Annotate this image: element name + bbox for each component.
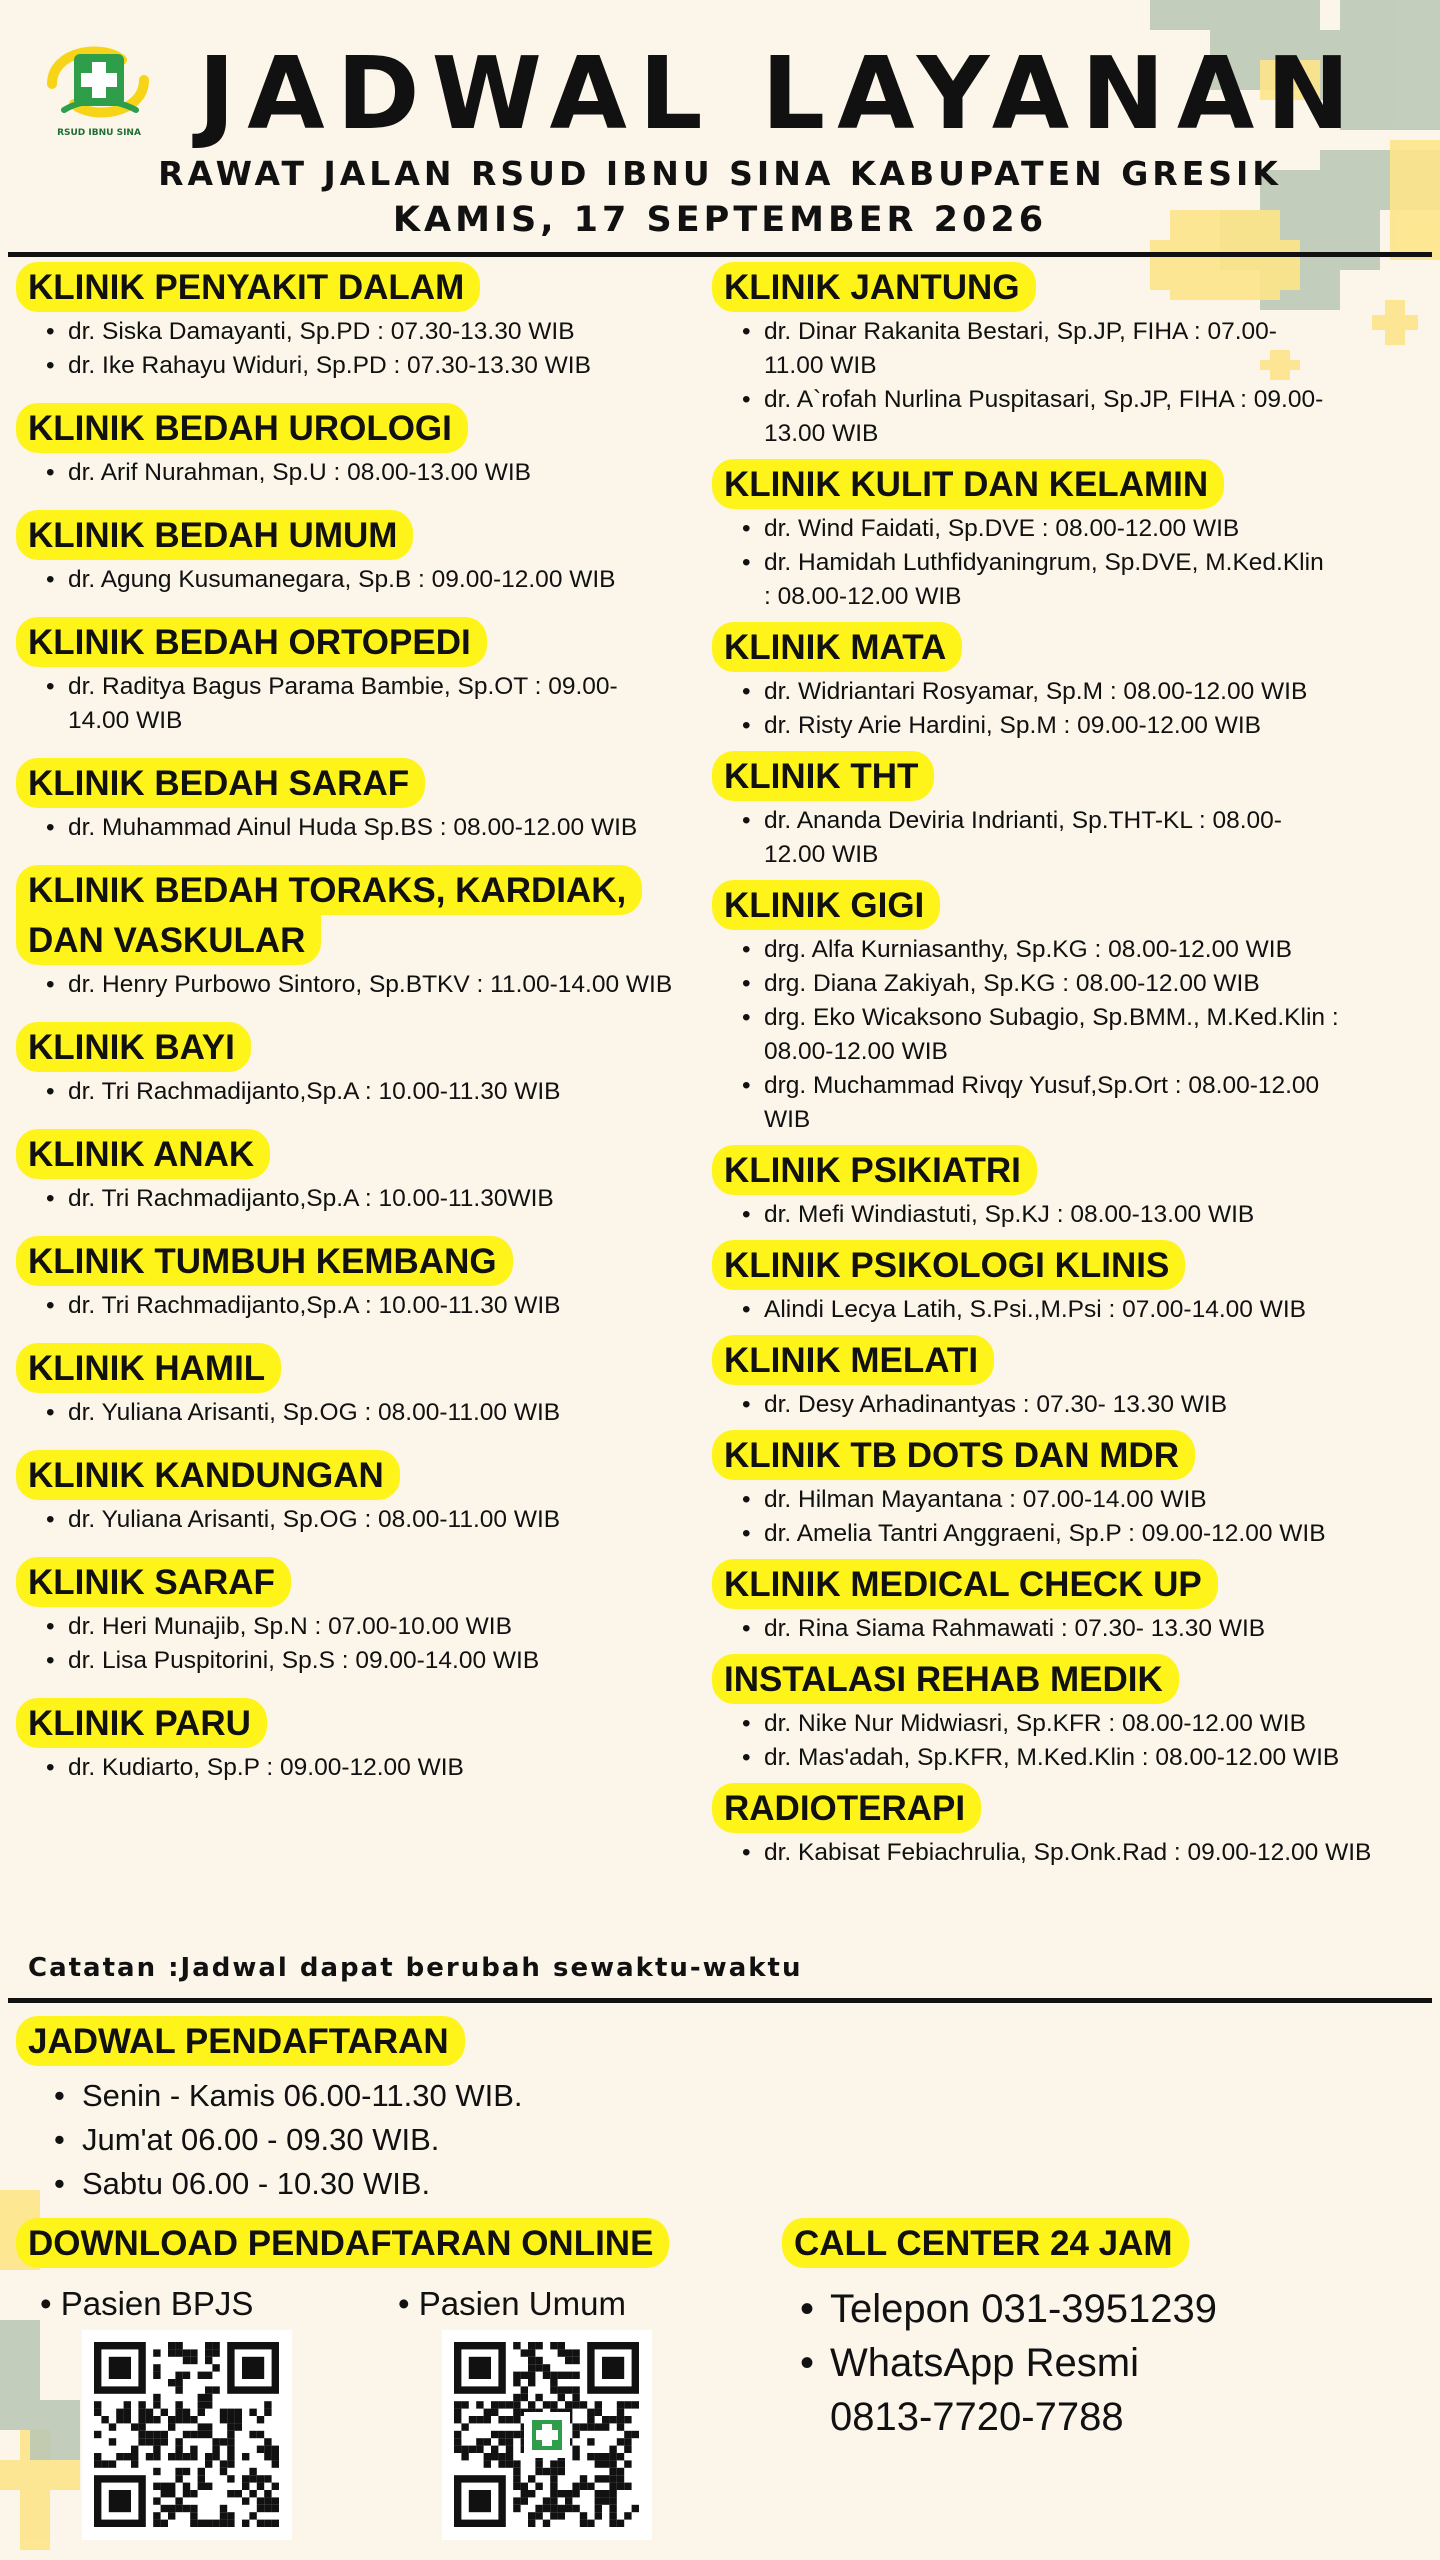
clinic-paru (16, 1698, 716, 1785)
doctor-list (712, 1293, 1440, 1327)
doctor-item: • dr. Kudiarto, Sp.P : 09.00-12.00 WIB (68, 1751, 716, 1785)
clinic-heading-line2: DAN VASKULAR (16, 915, 321, 965)
doctor-list (16, 1182, 716, 1216)
clinic-heading: KLINIK KULIT DAN KELAMIN (712, 459, 1224, 509)
page-subtitle: RAWAT JALAN RSUD IBNU SINA KABUPATEN GRESIK (158, 154, 1282, 193)
doctor-list (16, 563, 716, 597)
registration-item: • Jum'at 06.00 - 09.30 WIB. (82, 2118, 816, 2162)
call-center-list (782, 2282, 1217, 2444)
doctor-list (712, 804, 1324, 872)
doctor-item: • dr. Dinar Rakanita Bestari, Sp.JP, FIHA : 07.00-11.00 WIB (764, 315, 1324, 383)
doctor-list (16, 456, 716, 490)
clinic-heading: KLINIK KANDUNGAN (16, 1450, 400, 1500)
phone-number[interactable]: • Telepon 031-3951239 (830, 2282, 1217, 2336)
clinic-heading: INSTALASI REHAB MEDIK (712, 1654, 1179, 1704)
clinic-heading: KLINIK BAYI (16, 1022, 251, 1072)
registration-item: • Sabtu 06.00 - 10.30 WIB. (82, 2162, 816, 2206)
logo-text: RSUD IBNU SINA (57, 128, 141, 138)
doctor-item: • dr. Ananda Deviria Indrianti, Sp.THT-KL : 08.00-12.00 WIB (764, 804, 1324, 872)
doctor-list (712, 512, 1324, 614)
header-divider (8, 252, 1432, 257)
clinic-penyakit-dalam (16, 262, 716, 383)
registration-heading: JADWAL PENDAFTARAN (16, 2016, 465, 2066)
doctor-list (16, 1503, 716, 1537)
whatsapp-label (830, 2336, 1217, 2444)
doctor-list (712, 1707, 1440, 1775)
doctor-item: • dr. Ike Rahayu Widuri, Sp.PD : 07.30-13.30 WIB (68, 349, 716, 383)
clinic-hamil (16, 1343, 716, 1430)
doctor-list (16, 968, 716, 1002)
doctor-list (16, 1075, 716, 1109)
registration-list (16, 2074, 816, 2206)
clinic-heading: KLINIK HAMIL (16, 1343, 281, 1393)
doctor-list (712, 1612, 1440, 1646)
clinic-heading: KLINIK JANTUNG (712, 262, 1036, 312)
clinic-bayi (16, 1022, 716, 1109)
qr-code-icon (82, 2330, 292, 2540)
doctor-item: • dr. Nike Nur Midwiasri, Sp.KFR : 08.00-12.00 WIB (764, 1707, 1440, 1741)
clinic-heading: KLINIK THT (712, 751, 934, 801)
clinic-saraf (16, 1557, 716, 1678)
doctor-list (16, 1610, 716, 1678)
doctor-item: • dr. Arif Nurahman, Sp.U : 08.00-13.00 WIB (68, 456, 716, 490)
footer-divider (8, 1998, 1432, 2003)
clinic-tb-dots-mdr (712, 1430, 1440, 1551)
doctor-item: • dr. Siska Damayanti, Sp.PD : 07.30-13.30 WIB (68, 315, 716, 349)
clinic-heading: KLINIK TB DOTS DAN MDR (712, 1430, 1195, 1480)
clinic-gigi (712, 880, 1440, 1137)
instalasi-rehab-medik (712, 1654, 1440, 1775)
whatsapp-label-text: WhatsApp Resmi (830, 2341, 1139, 2385)
clinic-melati (712, 1335, 1440, 1422)
doctor-item: • dr. Yuliana Arisanti, Sp.OG : 08.00-11.00 WIB (68, 1503, 716, 1537)
clinic-heading: KLINIK MELATI (712, 1335, 994, 1385)
doctor-item: • dr. Agung Kusumanegara, Sp.B : 09.00-12.00 WIB (68, 563, 716, 597)
doctor-list (16, 315, 716, 383)
doctor-item: • dr. Hilman Mayantana : 07.00-14.00 WIB (764, 1483, 1440, 1517)
clinic-psikiatri (712, 1145, 1440, 1232)
clinic-bedah-ortopedi (16, 617, 716, 738)
clinic-mata (712, 622, 1440, 743)
registration-item: • Senin - Kamis 06.00-11.30 WIB. (82, 2074, 816, 2118)
doctor-list (712, 933, 1364, 1137)
clinic-heading: KLINIK MEDICAL CHECK UP (712, 1559, 1218, 1609)
clinic-tht (712, 751, 1440, 872)
clinic-bedah-saraf (16, 758, 716, 845)
doctor-item: • drg. Eko Wicaksono Subagio, Sp.BMM., M.Ked.Klin : 08.00-12.00 WIB (764, 1001, 1364, 1069)
schedule-date: KAMIS, 17 SEPTEMBER 2026 (392, 200, 1048, 240)
doctor-item: • dr. Amelia Tantri Anggraeni, Sp.P : 09.00-12.00 WIB (764, 1517, 1440, 1551)
doctor-item: • dr. A`rofah Nurlina Puspitasari, Sp.JP, FIHA : 09.00-13.00 WIB (764, 383, 1324, 451)
doctor-item: • dr. Widriantari Rosyamar, Sp.M : 08.00-12.00 WIB (764, 675, 1440, 709)
clinic-bedah-toraks (16, 865, 716, 1002)
doctor-list (712, 1483, 1440, 1551)
doctor-item: • dr. Tri Rachmadijanto,Sp.A : 10.00-11.30WIB (68, 1182, 716, 1216)
clinic-heading: KLINIK BEDAH ORTOPEDI (16, 617, 487, 667)
clinic-anak (16, 1129, 716, 1216)
download-heading: DOWNLOAD PENDAFTARAN ONLINE (16, 2218, 669, 2268)
clinic-heading: KLINIK PSIKIATRI (712, 1145, 1037, 1195)
doctor-item: • dr. Tri Rachmadijanto,Sp.A : 10.00-11.30 WIB (68, 1289, 716, 1323)
qr-code-umum[interactable] (442, 2330, 652, 2540)
umum-label-text: Pasien Umum (418, 2285, 626, 2322)
schedule-note: Catatan :Jadwal dapat berubah sewaktu-waktu (28, 1953, 803, 1983)
clinic-heading: KLINIK BEDAH SARAF (16, 758, 425, 808)
doctor-item: • dr. Lisa Puspitorini, Sp.S : 09.00-14.00 WIB (68, 1644, 716, 1678)
qr-code-icon (442, 2330, 652, 2540)
clinic-heading: KLINIK TUMBUH KEMBANG (16, 1236, 513, 1286)
clinic-heading: KLINIK ANAK (16, 1129, 270, 1179)
clinic-heading: KLINIK BEDAH UMUM (16, 510, 413, 560)
clinic-psikologi-klinis (712, 1240, 1440, 1327)
call-center-heading: CALL CENTER 24 JAM (782, 2218, 1189, 2268)
clinic-heading: KLINIK PARU (16, 1698, 267, 1748)
doctor-list (712, 1198, 1440, 1232)
doctor-item: • dr. Tri Rachmadijanto,Sp.A : 10.00-11.30 WIB (68, 1075, 716, 1109)
radioterapi (712, 1783, 1440, 1870)
doctor-list (712, 1388, 1440, 1422)
clinic-heading: KLINIK MATA (712, 622, 962, 672)
clinic-heading: KLINIK PSIKOLOGI KLINIS (712, 1240, 1185, 1290)
doctor-list (16, 1396, 716, 1430)
clinic-jantung (712, 262, 1440, 451)
doctor-list (16, 811, 716, 845)
umum-label: • Pasien Umum (398, 2285, 626, 2322)
doctor-item: • dr. Desy Arhadinantyas : 07.30- 13.30 WIB (764, 1388, 1440, 1422)
clinic-heading: KLINIK BEDAH UROLOGI (16, 403, 468, 453)
doctor-item: • dr. Muhammad Ainul Huda Sp.BS : 08.00-12.00 WIB (68, 811, 716, 845)
clinic-heading: KLINIK SARAF (16, 1557, 291, 1607)
doctor-item: • dr. Rina Siama Rahmawati : 07.30- 13.30 WIB (764, 1612, 1440, 1646)
doctor-item: • Alindi Lecya Latih, S.Psi.,M.Psi : 07.00-14.00 WIB (764, 1293, 1440, 1327)
download-section (16, 2218, 669, 2268)
doctor-list (16, 670, 628, 738)
clinic-bedah-urologi (16, 403, 716, 490)
doctor-item: • dr. Risty Arie Hardini, Sp.M : 09.00-12.00 WIB (764, 709, 1440, 743)
doctor-item: • dr. Mefi Windiastuti, Sp.KJ : 08.00-13.00 WIB (764, 1198, 1440, 1232)
doctor-item: • dr. Henry Purbowo Sintoro, Sp.BTKV : 11.00-14.00 WIB (68, 968, 716, 1002)
clinic-heading: KLINIK PENYAKIT DALAM (16, 262, 480, 312)
registration-schedule (16, 2016, 816, 2206)
doctor-item: • drg. Alfa Kurniasanthy, Sp.KG : 08.00-12.00 WIB (764, 933, 1364, 967)
doctor-item: • drg. Muchammad Rivqy Yusuf,Sp.Ort : 08.00-12.00 WIB (764, 1069, 1364, 1137)
doctor-item: • drg. Diana Zakiyah, Sp.KG : 08.00-12.00 WIB (764, 967, 1364, 1001)
doctor-item: • dr. Mas'adah, Sp.KFR, M.Ked.Klin : 08.00-12.00 WIB (764, 1741, 1440, 1775)
hospital-logo (44, 40, 154, 140)
clinic-heading-line1: KLINIK BEDAH TORAKS, KARDIAK, (16, 865, 642, 915)
clinic-bedah-umum (16, 510, 716, 597)
call-center-section (782, 2218, 1217, 2444)
doctor-list (712, 315, 1324, 451)
doctor-list (712, 675, 1440, 743)
clinic-kandungan (16, 1450, 716, 1537)
whatsapp-number[interactable]: 0813-7720-7788 (830, 2395, 1124, 2439)
doctor-list (16, 1289, 716, 1323)
doctor-item: • dr. Yuliana Arisanti, Sp.OG : 08.00-11.00 WIB (68, 1396, 716, 1430)
clinic-tumbuh-kembang (16, 1236, 716, 1323)
clinic-heading: RADIOTERAPI (712, 1783, 981, 1833)
right-clinic-column (712, 262, 1440, 1878)
qr-code-bpjs[interactable] (82, 2330, 292, 2540)
bpjs-label: • Pasien BPJS (40, 2285, 254, 2322)
doctor-item: • dr. Wind Faidati, Sp.DVE : 08.00-12.00 WIB (764, 512, 1324, 546)
page-title: JADWAL LAYANAN (198, 35, 1362, 152)
doctor-item: • dr. Heri Munajib, Sp.N : 07.00-10.00 WIB (68, 1610, 716, 1644)
doctor-list (712, 1836, 1440, 1870)
clinic-kulit-kelamin (712, 459, 1440, 614)
clinic-medical-check-up (712, 1559, 1440, 1646)
bpjs-label-text: Pasien BPJS (60, 2285, 254, 2322)
doctor-item: • dr. Raditya Bagus Parama Bambie, Sp.OT : 09.00-14.00 WIB (68, 670, 628, 738)
rsud-logo-icon (44, 40, 154, 124)
doctor-item: • dr. Kabisat Febiachrulia, Sp.Onk.Rad : 09.00-12.00 WIB (764, 1836, 1440, 1870)
left-clinic-column (16, 262, 716, 1805)
doctor-list (16, 1751, 716, 1785)
doctor-item: • dr. Hamidah Luthfidyaningrum, Sp.DVE, M.Ked.Klin : 08.00-12.00 WIB (764, 546, 1324, 614)
clinic-heading: KLINIK GIGI (712, 880, 940, 930)
